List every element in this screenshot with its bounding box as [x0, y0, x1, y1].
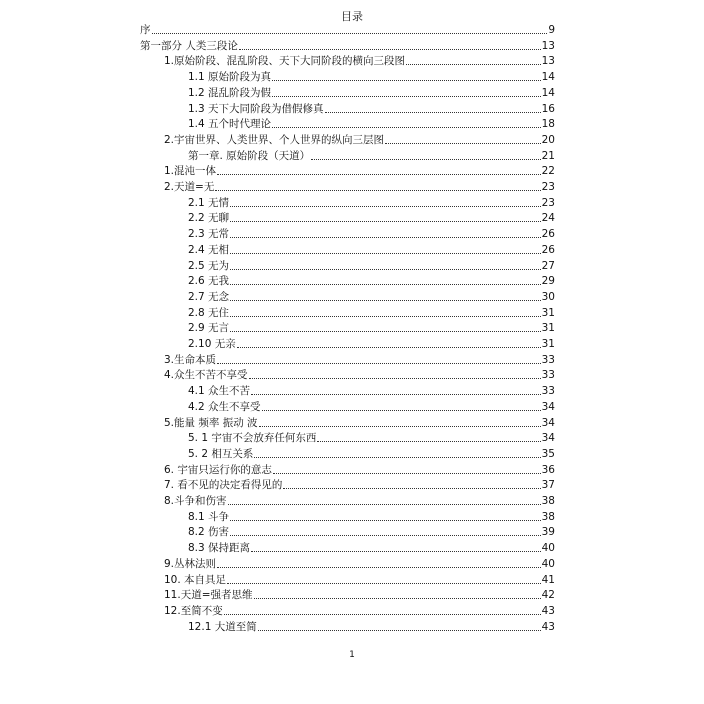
- toc-dot-leader: [272, 96, 541, 97]
- toc-entry-label: 5. 1 宇宙不会放弃任何东西: [188, 432, 317, 445]
- toc-dot-leader: [228, 504, 541, 505]
- toc-entry-label: 4.1 众生不苦: [188, 385, 251, 398]
- toc-entry[interactable]: [164, 556, 555, 571]
- toc-entry-label: 8.斗争和伤害: [164, 495, 227, 507]
- toc-dot-leader: [230, 535, 541, 536]
- toc-entry-page: 16: [541, 102, 555, 115]
- toc-entry[interactable]: [188, 320, 555, 335]
- toc-dot-leader: [311, 159, 540, 160]
- toc-entry[interactable]: [164, 587, 555, 602]
- document-title: 目录: [341, 10, 363, 23]
- toc-entry-page: 23: [541, 196, 555, 209]
- toc-entry-page: 13: [541, 55, 555, 68]
- toc-entry[interactable]: [188, 619, 555, 634]
- toc-dot-leader: [258, 630, 541, 631]
- toc-dot-leader: [259, 426, 541, 427]
- toc-entry[interactable]: [164, 462, 555, 477]
- toc-dot-leader: [230, 520, 541, 521]
- toc-entry-page: 24: [541, 212, 555, 225]
- toc-entry-label: 2.天道=无: [164, 181, 215, 193]
- toc-entry-page: 38: [541, 495, 555, 507]
- toc-entry-label: 8.3 保持距离: [188, 542, 251, 555]
- toc-entry-page: 43: [541, 620, 555, 633]
- toc-entry[interactable]: [164, 477, 555, 492]
- toc-entry-label: 8.2 伤害: [188, 526, 230, 539]
- toc-dot-leader: [239, 49, 541, 50]
- toc-entry-page: 31: [541, 306, 555, 319]
- page-number: 1: [349, 650, 355, 660]
- toc-entry-page: 33: [541, 369, 555, 382]
- toc-entry-page: 41: [541, 573, 555, 586]
- toc-dot-leader: [272, 127, 541, 128]
- toc-entry-label: 2.1 无情: [188, 196, 230, 209]
- toc-entry[interactable]: [188, 430, 555, 445]
- toc-dot-leader: [317, 441, 540, 442]
- toc-entry-page: 35: [541, 447, 555, 460]
- toc-entry[interactable]: [140, 22, 555, 37]
- toc-entry[interactable]: [188, 195, 555, 210]
- toc-dot-leader: [230, 316, 541, 317]
- toc-entry-page: 42: [541, 589, 555, 602]
- toc-entry-page: 38: [541, 510, 555, 523]
- toc-dot-leader: [325, 112, 541, 113]
- toc-entry[interactable]: [164, 603, 555, 618]
- toc-entry-page: 40: [541, 557, 555, 570]
- toc-entry-label: 2.5 无为: [188, 259, 230, 272]
- toc-entry-label: 5.能量 频率 振动 波: [164, 416, 258, 429]
- toc-entry-label: 12.至简不变: [164, 604, 223, 617]
- toc-entry-page: 29: [541, 275, 555, 288]
- toc-entry-label: 2.7 无念: [188, 290, 230, 303]
- toc-dot-leader: [237, 347, 541, 348]
- toc-entry[interactable]: [188, 336, 555, 351]
- toc-entry-label: 2.4 无相: [188, 243, 230, 256]
- toc-dot-leader: [152, 33, 548, 34]
- toc-entry-page: 33: [541, 385, 555, 398]
- toc-entry[interactable]: [188, 289, 555, 304]
- toc-dot-leader: [215, 190, 540, 191]
- toc-dot-leader: [217, 174, 541, 175]
- toc-dot-leader: [273, 473, 541, 474]
- toc-dot-leader: [217, 363, 541, 364]
- toc-entry[interactable]: [164, 53, 555, 68]
- toc-dot-leader: [217, 567, 541, 568]
- toc-entry-label: 1.1 原始阶段为真: [188, 71, 272, 84]
- toc-entry[interactable]: [164, 179, 555, 194]
- toc-entry-label: 1.4 五个时代理论: [188, 118, 272, 131]
- toc-entry[interactable]: [164, 132, 555, 147]
- toc-entry[interactable]: [164, 493, 555, 508]
- toc-entry[interactable]: [188, 399, 555, 414]
- toc-entry-label: 12.1 大道至简: [188, 620, 257, 633]
- toc-dot-leader: [254, 598, 541, 599]
- toc-dot-leader: [230, 221, 541, 222]
- toc-dot-leader: [227, 583, 541, 584]
- toc-entry-page: 34: [541, 416, 555, 429]
- toc-entry-page: 37: [541, 479, 555, 492]
- toc-dot-leader: [406, 64, 541, 65]
- toc-entry-label: 1.3 天下大同阶段为借假修真: [188, 102, 324, 115]
- toc-entry-label: 7. 看不见的决定看得见的: [164, 479, 283, 492]
- toc-entry[interactable]: [164, 163, 555, 178]
- toc-entry-label: 8.1 斗争: [188, 510, 230, 523]
- toc-entry-page: 34: [541, 400, 555, 413]
- toc-entry[interactable]: [164, 415, 555, 430]
- toc-entry-page: 26: [541, 243, 555, 256]
- toc-entry-page: 36: [541, 463, 555, 476]
- toc-dot-leader: [254, 457, 540, 458]
- toc-entry-label: 4.2 众生不享受: [188, 400, 261, 413]
- toc-dot-leader: [385, 143, 541, 144]
- toc-entry-label: 2.3 无常: [188, 228, 230, 241]
- toc-entry[interactable]: [188, 210, 555, 225]
- toc-entry-label: 11.天道=强者思维: [164, 589, 253, 602]
- toc-entry[interactable]: [188, 305, 555, 320]
- toc-entry[interactable]: [188, 148, 555, 163]
- toc-dot-leader: [224, 614, 541, 615]
- toc-entry-label: 第一部分 人类三段论: [140, 39, 238, 52]
- toc-dot-leader: [230, 300, 541, 301]
- toc-dot-leader: [249, 378, 541, 379]
- toc-entry-page: 27: [541, 259, 555, 272]
- toc-entry-page: 18: [541, 118, 555, 131]
- toc-dot-leader: [230, 331, 541, 332]
- toc-entry[interactable]: [188, 101, 555, 116]
- toc-entry-label: 5. 2 相互关系: [188, 447, 254, 460]
- toc-dot-leader: [251, 394, 541, 395]
- toc-dot-leader: [230, 206, 541, 207]
- toc-entry[interactable]: [188, 446, 555, 461]
- toc-entry-label: 1.原始阶段、混乱阶段、天下大同阶段的横向三段图: [164, 55, 406, 68]
- toc-entry-label: 10. 本自具足: [164, 573, 227, 586]
- toc-entry-label: 序: [140, 24, 151, 36]
- toc-entry-label: 9.丛林法则: [164, 557, 217, 570]
- toc-entry-page: 34: [541, 432, 555, 445]
- toc-entry-label: 1.2 混乱阶段为假: [188, 86, 272, 99]
- toc-entry[interactable]: [140, 38, 555, 53]
- toc-entry[interactable]: [188, 540, 555, 555]
- toc-entry-label: 1.混沌一体: [164, 165, 217, 178]
- toc-entry-page: 13: [541, 39, 555, 52]
- toc-entry[interactable]: [188, 242, 555, 257]
- toc-entry-page: 33: [541, 353, 555, 366]
- toc-dot-leader: [230, 237, 541, 238]
- toc-entry-label: 6. 宇宙只运行你的意志: [164, 463, 272, 476]
- toc-entry-label: 2.6 无我: [188, 275, 230, 288]
- toc-entry[interactable]: [188, 226, 555, 241]
- toc-entry-page: 40: [541, 542, 555, 555]
- toc-entry[interactable]: [188, 116, 555, 131]
- toc-entry[interactable]: [188, 383, 555, 398]
- toc-entry[interactable]: [188, 509, 555, 524]
- toc-entry[interactable]: [188, 69, 555, 84]
- toc-dot-leader: [262, 410, 541, 411]
- toc-entry-page: 31: [541, 322, 555, 335]
- toc-dot-leader: [230, 284, 541, 285]
- toc-entry-page: 14: [541, 71, 555, 84]
- toc-entry-page: 26: [541, 228, 555, 241]
- toc-entry[interactable]: [188, 258, 555, 273]
- toc-entry-page: 14: [541, 86, 555, 99]
- toc-entry[interactable]: [164, 367, 555, 382]
- toc-dot-leader: [230, 253, 541, 254]
- toc-entry-page: 39: [541, 526, 555, 539]
- toc-entry-label: 4.众生不苦不享受: [164, 369, 248, 382]
- toc-entry[interactable]: [164, 572, 555, 587]
- toc-entry-page: 9: [548, 24, 555, 36]
- toc-entry[interactable]: [164, 352, 555, 367]
- toc-entry-page: 22: [541, 165, 555, 178]
- toc-dot-leader: [230, 269, 541, 270]
- toc-entry-label: 2.宇宙世界、人类世界、个人世界的纵向三层图: [164, 133, 385, 146]
- toc-entry-page: 23: [541, 181, 555, 193]
- toc-entry-label: 2.2 无聊: [188, 212, 230, 225]
- toc-dot-leader: [272, 80, 541, 81]
- toc-entry-label: 2.8 无住: [188, 306, 230, 319]
- toc-dot-leader: [283, 488, 540, 489]
- toc-entry-page: 31: [541, 338, 555, 350]
- toc-entry[interactable]: [188, 524, 555, 539]
- toc-entry[interactable]: [188, 85, 555, 100]
- toc-entry-label: 2.9 无言: [188, 322, 230, 335]
- toc-entry-label: 3.生命本质: [164, 353, 217, 366]
- toc-dot-leader: [251, 551, 541, 552]
- toc-entry-page: 21: [541, 149, 555, 162]
- toc-entry-label: 2.10 无亲: [188, 338, 236, 350]
- toc-entry[interactable]: [188, 273, 555, 288]
- toc-entry-label: 第一章. 原始阶段（天道）: [188, 149, 311, 162]
- toc-entry-page: 30: [541, 290, 555, 303]
- toc-entry-page: 20: [541, 133, 555, 146]
- toc-entry-page: 43: [541, 604, 555, 617]
